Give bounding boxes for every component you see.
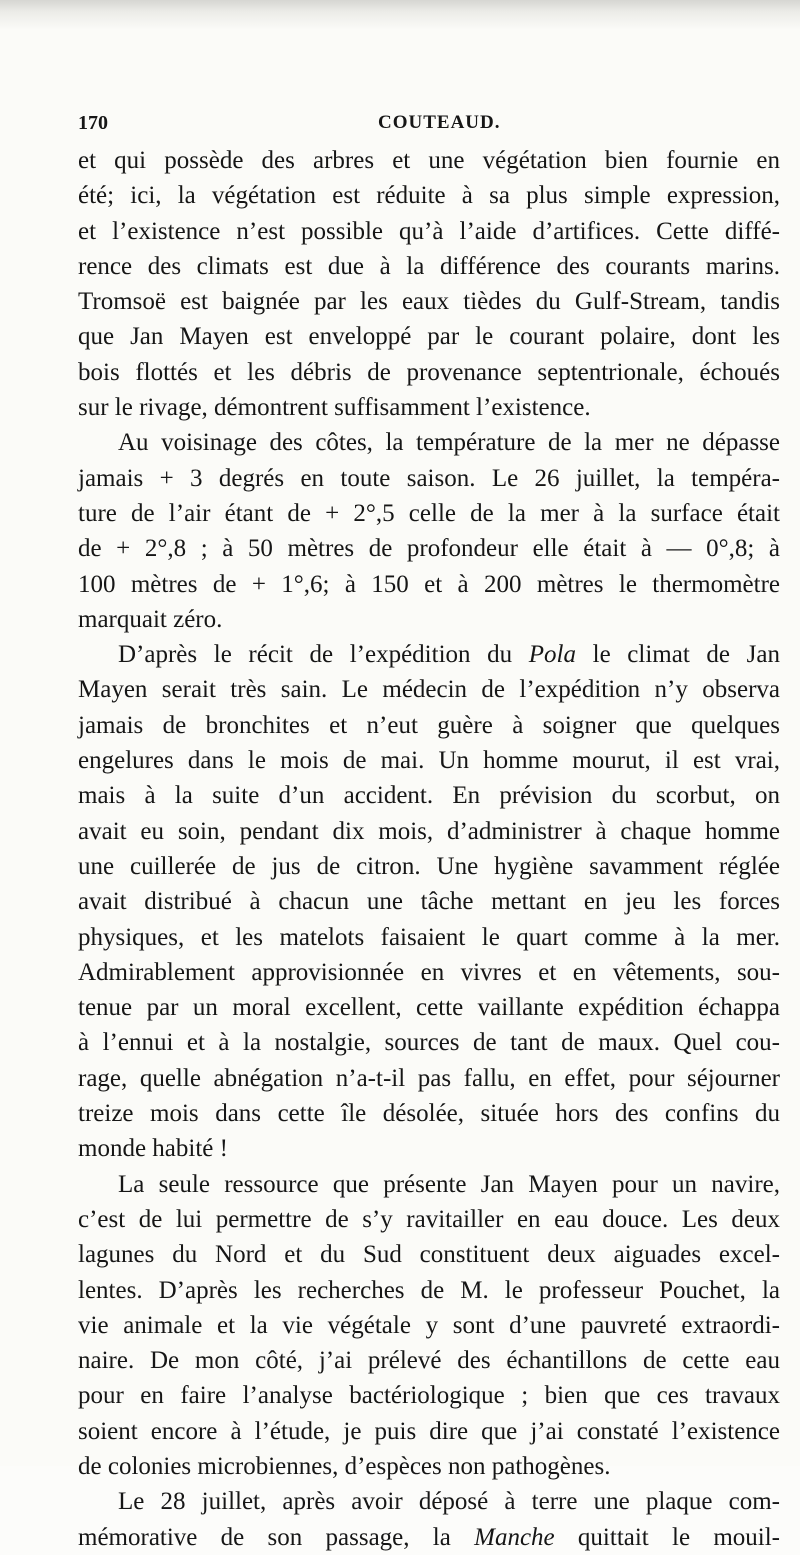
running-head: COUTEAUD. xyxy=(378,112,501,133)
text-line: sur le rivage, démontrent suffisamment l’existence. xyxy=(78,394,591,422)
text-line: rage, quelle abnégation n’a-t-il pas fallu, en effet, pour séjourner xyxy=(78,1064,780,1092)
text-line: rence des climats est due à la différence des courants marins. xyxy=(78,252,780,280)
text-line: pour en faire l’analyse bactériologique ; bien que ces travaux xyxy=(78,1382,780,1410)
text-line: été; ici, la végétation est réduite à sa plus simple expression, xyxy=(78,182,780,210)
page-header xyxy=(78,112,778,142)
text-line: c’est de lui permettre de s’y ravitailler en eau douce. Les deux xyxy=(78,1205,780,1233)
page-number: 170 xyxy=(78,112,108,134)
text-line: engelures dans le mois de mai. Un homme mourut, il est vrai, xyxy=(78,747,780,775)
text-line: 100 mètres de + 1°,6; à 150 et à 200 mètres le thermomètre xyxy=(78,570,780,598)
text-line: Le 28 juillet, après avoir déposé à terre une plaque com- xyxy=(118,1488,780,1516)
text-line: lentes. D’après les recherches de M. le professeur Pouchet, la xyxy=(78,1276,780,1304)
text-line: Mayen serait très sain. Le médecin de l’expédition n’y observa xyxy=(78,676,780,704)
text-line: jamais + 3 degrés en toute saison. Le 26 juillet, la tempéra- xyxy=(78,464,780,492)
text-line: tenue par un moral excellent, cette vaillante expédition échappa xyxy=(78,994,780,1022)
text-line-with-italic: mémorative de son passage, la Manche quittait le mouil- xyxy=(78,1523,781,1551)
text-line: mais à la suite d’un accident. En prévision du scorbut, on xyxy=(78,782,780,810)
text-line: La seule ressource que présente Jan Mayen pour un navire, xyxy=(118,1170,780,1198)
text-line: marquait zéro. xyxy=(78,605,223,633)
page-edge-shadow xyxy=(0,0,800,30)
text-line: de + 2°,8 ; à 50 mètres de profondeur elle était à — 0°,8; à xyxy=(78,535,780,563)
text-line: de colonies microbiennes, d’espèces non pathogènes. xyxy=(78,1452,611,1480)
text-line: monde habité ! xyxy=(78,1135,228,1163)
text-line: avait eu soin, pendant dix mois, d’administrer à chaque homme xyxy=(78,817,780,845)
text-line-with-italic: D’après le récit de l’expédition du Pola le climat de Jan xyxy=(118,641,780,669)
text-line: à l’ennui et à la nostalgie, sources de tant de maux. Quel cou- xyxy=(78,1029,780,1057)
text-line: que Jan Mayen est enveloppé par le courant polaire, dont les xyxy=(78,323,780,351)
text-line: naire. De mon côté, j’ai prélevé des échantillons de cette eau xyxy=(78,1347,780,1375)
text-line: treize mois dans cette île désolée, située hors des confins du xyxy=(78,1100,780,1128)
body-text xyxy=(78,143,780,1555)
text-line: et qui possède des arbres et une végétation bien fournie en xyxy=(78,147,780,174)
text-line: avait distribué à chacun une tâche mettant en jeu les forces xyxy=(78,888,780,916)
text-line: et l’existence n’est possible qu’à l’aide d’artifices. Cette diffé- xyxy=(78,217,780,245)
text-line: jamais de bronchites et n’eut guère à soigner que quelques xyxy=(78,711,780,739)
text-line: une cuillerée de jus de citron. Une hygiène savamment réglée xyxy=(78,852,780,880)
text-line: vie animale et la vie végétale y sont d’une pauvreté extraordi- xyxy=(78,1311,780,1339)
text-line: bois flottés et les débris de provenance septentrionale, échoués xyxy=(78,358,780,386)
text-line: ture de l’air étant de + 2°,5 celle de la mer à la surface était xyxy=(78,499,780,527)
text-line: soient encore à l’étude, je puis dire que j’ai constaté l’existence xyxy=(78,1417,780,1445)
text-line: Admirablement approvisionnée en vivres et en vêtements, sou- xyxy=(78,958,780,986)
text-line: physiques, et les matelots faisaient le quart comme à la mer. xyxy=(78,923,780,951)
text-line: Au voisinage des côtes, la température de la mer ne dépasse xyxy=(118,429,780,457)
text-line: lagunes du Nord et du Sud constituent deux aiguades excel- xyxy=(78,1241,780,1269)
text-line: Tromsoë est baignée par les eaux tièdes du Gulf-Stream, tandis xyxy=(78,288,780,316)
